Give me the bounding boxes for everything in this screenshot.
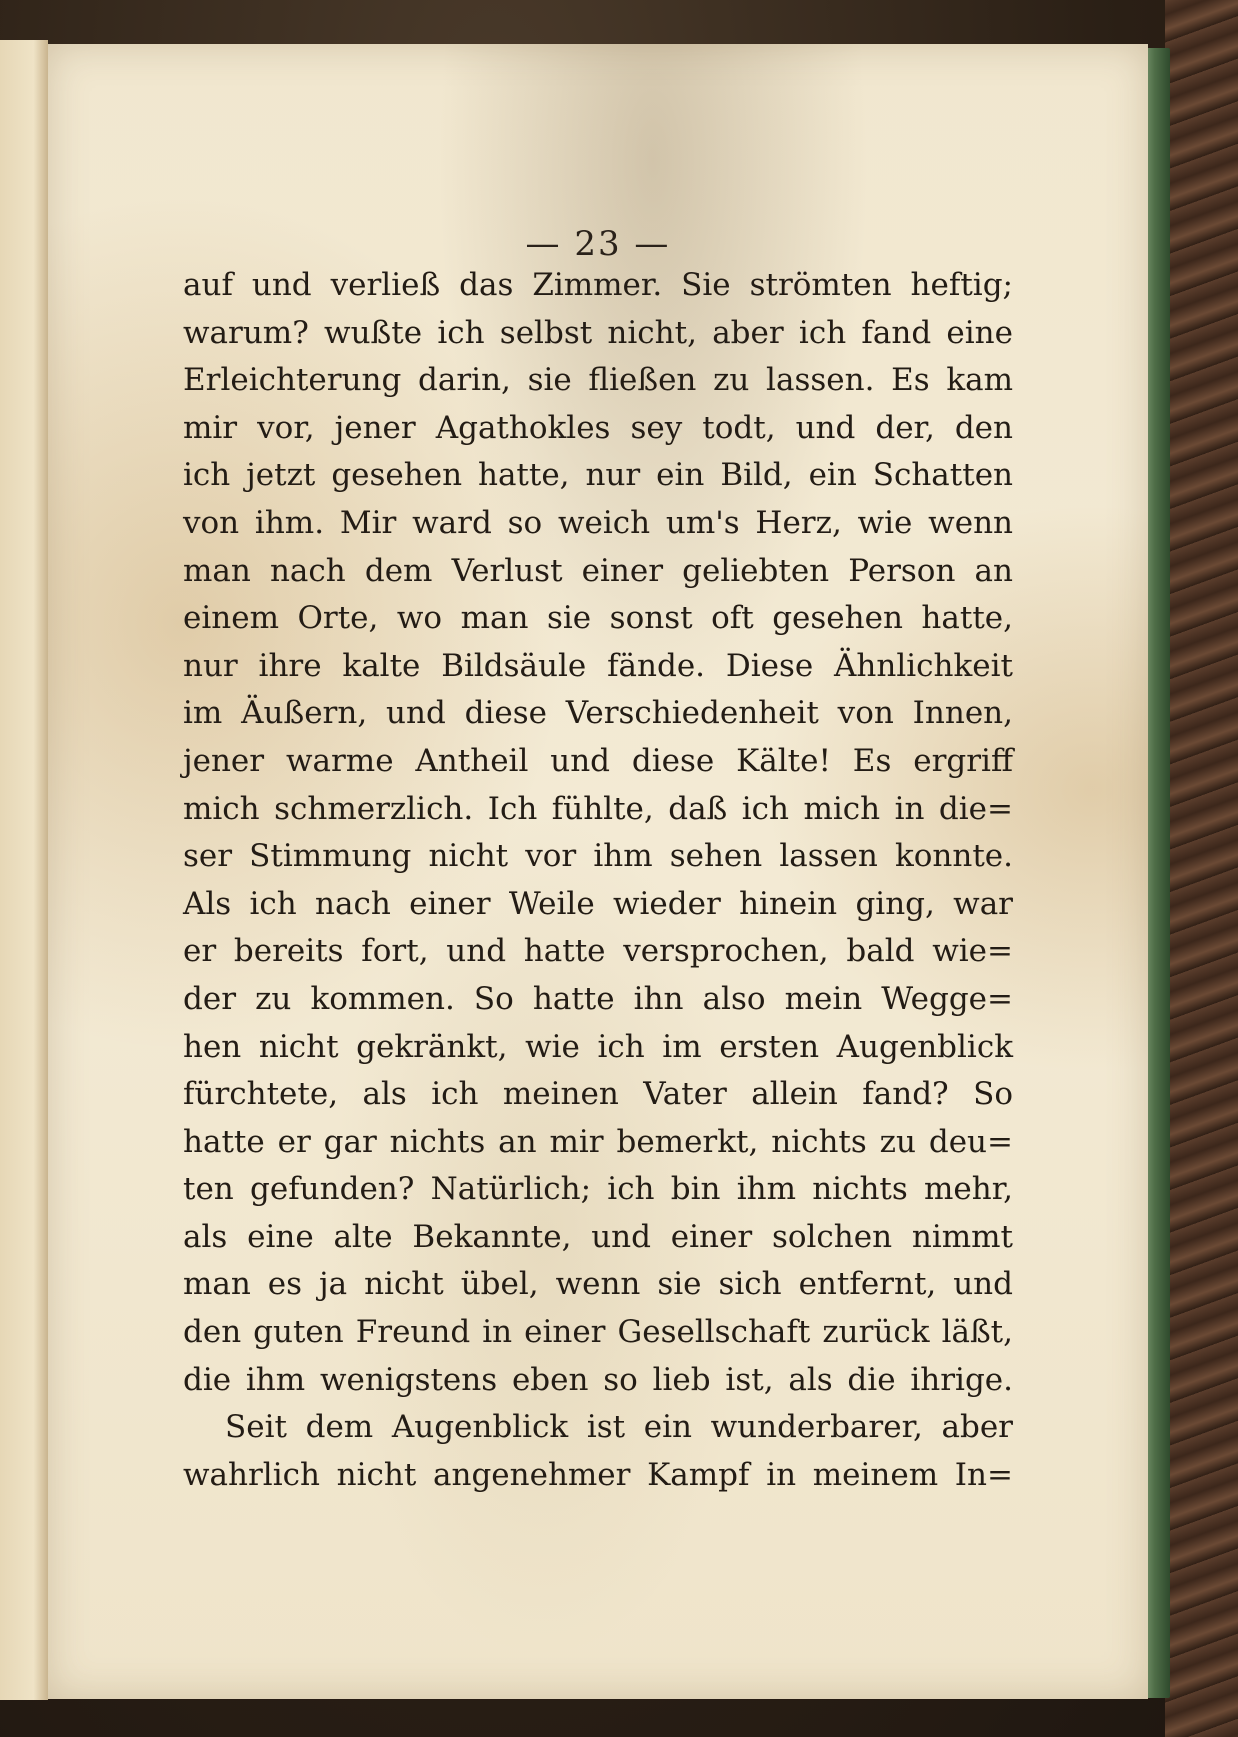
text-line: er bereits fort, und hatte versprochen, bald wie=: [183, 933, 1013, 970]
text-line: man nach dem Verlust einer geliebten Person an: [183, 552, 1013, 589]
text-line: jener warme Antheil und diese Kälte! Es ergriff: [183, 742, 1013, 779]
text-line: mich schmerzlich. Ich fühlte, daß ich mich in die=: [183, 790, 1013, 827]
text-line: einem Orte, wo man sie sonst oft gesehen hatte,: [183, 600, 1013, 637]
text-line: Erleichterung darin, sie fließen zu lassen. Es kam: [183, 362, 1013, 399]
page-number: — 23 —: [525, 224, 671, 264]
text-line: hatte er gar nichts an mir bemerkt, nichts zu deu=: [183, 1123, 1013, 1160]
book-page: [48, 44, 1148, 1699]
text-line: fürchtete, als ich meinen Vater allein fand? So: [183, 1076, 1013, 1113]
text-line: Als ich nach einer Weile wieder hinein ging, war: [183, 885, 1013, 922]
page-text: [183, 262, 1013, 1499]
text-line: im Äußern, und diese Verschiedenheit von Innen,: [183, 695, 1013, 732]
text-line: ich jetzt gesehen hatte, nur ein Bild, ein Schatten: [183, 457, 1013, 494]
text-line: den guten Freund in einer Gesellschaft zurück läßt,: [183, 1314, 1013, 1351]
text-line: auf und verließ das Zimmer. Sie strömten heftig;: [183, 267, 1013, 303]
text-line: warum? wußte ich selbst nicht, aber ich fand eine: [183, 314, 1013, 351]
text-line: wahrlich nicht angenehmer Kampf in meinem In=: [183, 1456, 1013, 1493]
paragraph-start-line: Seit dem Augenblick ist ein wunderbarer, aber: [225, 1409, 1013, 1446]
text-line: als eine alte Bekannte, und einer solchen nimmt: [183, 1218, 1013, 1255]
text-line: nur ihre kalte Bildsäule fände. Diese Ähnlichkeit: [183, 647, 1013, 684]
text-line: man es ja nicht übel, wenn sie sich entfernt, und: [183, 1266, 1013, 1303]
text-line: die ihm wenigstens eben so lieb ist, als die ihrige.: [183, 1361, 1013, 1398]
text-line: der zu kommen. So hatte ihn also mein Wegge=: [183, 980, 1013, 1017]
text-line: von ihm. Mir ward so weich um's Herz, wie wenn: [183, 504, 1013, 541]
text-line: mir vor, jener Agathokles sey todt, und der, den: [183, 409, 1013, 446]
text-line: ten gefunden? Natürlich; ich bin ihm nichts mehr,: [183, 1171, 1013, 1208]
text-line: hen nicht gekränkt, wie ich im ersten Augenblick: [183, 1028, 1013, 1065]
book-cover-edge: [1165, 0, 1238, 1737]
left-page-sliver: [0, 40, 48, 1700]
text-line: ser Stimmung nicht vor ihm sehen lassen konnte.: [183, 838, 1013, 875]
